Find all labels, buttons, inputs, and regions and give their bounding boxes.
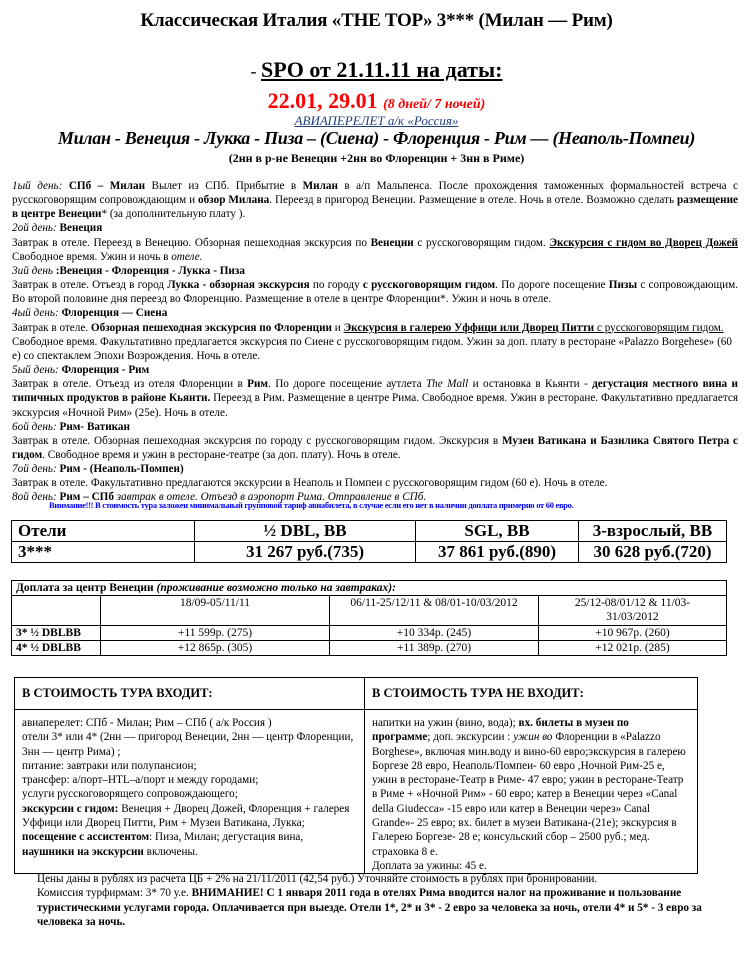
- day-text-bold: Пизы: [608, 279, 638, 292]
- tour-duration: (8 дней/ 7 ночей): [383, 97, 486, 112]
- day-7: [12, 476, 738, 490]
- not-included-item: Доплата за ужины: 45 е.: [372, 859, 487, 872]
- included-bold: экскурсии с гидом:: [22, 802, 119, 815]
- day-4: [12, 321, 738, 363]
- tour-program: [12, 179, 738, 505]
- day-text-bold: Экскурсия в галерею Уффици или Дворец Питти: [343, 321, 595, 334]
- day-title: :Венеция - Флоренция - Лукка - Пиза: [52, 264, 245, 277]
- day-label: 6ой день:: [12, 420, 57, 433]
- commission-note: [37, 886, 737, 929]
- inclusions-table: [14, 677, 698, 874]
- day-5: [12, 377, 738, 419]
- day-title: Рим – СПб: [59, 491, 114, 504]
- included-header: В СТОИМОСТЬ ТУРА ВХОДИТ:: [15, 678, 365, 710]
- day-text: Завтрак в отеле. Отъезд из отеля Флоренции в: [12, 378, 248, 391]
- not-included-text: ; доп. экскурсии :: [427, 731, 514, 744]
- supplement-title-row: [12, 581, 727, 596]
- not-included-header: В СТОИМОСТЬ ТУРА НЕ ВХОДИТ:: [365, 678, 698, 710]
- spo-date-text: от 21.11.11 на даты:: [303, 57, 503, 82]
- day-text: с сопровождающим. Во второй половине дня переезд во Флоренцию. Размещение в отеле в центре Флоренции*. Ужин и ночь в отеле.: [12, 279, 738, 306]
- day-text: в а/п Мальпенса. После прохождения таможенных формальностей встреча с русскоговорящим сопровождающим и: [12, 180, 738, 207]
- day-label: 3ий день: [12, 264, 53, 277]
- day-1: [12, 179, 738, 221]
- price-note: Цены даны в рублях из расчета ЦБ + 2% на 21/11/2011 (42,54 руб.) Уточняйте стоимость в рублях при бронировании.: [37, 873, 598, 885]
- day-3-heading: [12, 264, 738, 278]
- spo-dash: -: [250, 61, 262, 81]
- tour-dates: [0, 88, 753, 114]
- included-item: трансфер: а/порт–HTL–а/порт и между городами;: [22, 774, 259, 787]
- included-text: Венеция + Дворец Дожей, Флоренция + галерея Уффици или Дворец Питти, Рим + Музеи Ватикана, Лукка;: [22, 802, 350, 830]
- inclusions-header-row: [15, 678, 698, 710]
- day-7-heading: [12, 462, 738, 476]
- included-item: питание: завтраки или полупансион;: [22, 759, 197, 772]
- header-cell: 3-взрослый, BB: [579, 521, 727, 542]
- header-cell: ½ DBL, BB: [195, 521, 416, 542]
- included-item: авиаперелет: СПб - Милан; Рим – СПб ( а/к Россия ): [22, 717, 272, 729]
- included-item: отели 3* или 4* (2нн — пригород Венеции, 2нн — центр Флоренции, 3нн — центр Рима) ;: [22, 731, 354, 758]
- included-list: [15, 710, 365, 874]
- price-cell: 31 267 руб.(735): [195, 542, 416, 563]
- day-6-heading: [12, 420, 738, 434]
- airfare-notice: Внимание!!! В стоимость тура заложен минимальный групповой тариф авиабилета, в случае если его нет в наличии доплата примерно от 60 евро.: [49, 500, 574, 510]
- included-item: услуги русскоговорящего сопровождающего;: [22, 788, 238, 801]
- day-text: Завтрак в отеле. Факультативно предлагаются экскурсии в Неаполь и Помпеи с русскоговорящим гидом (60 е). Ночь в отеле.: [12, 477, 608, 490]
- not-included-item: [372, 716, 690, 859]
- supplement-value: +10 967р. (260): [539, 626, 727, 641]
- day-text: . Свободное время и ужин в ресторане-театре (за доп. плату). Ночь в отеле.: [42, 448, 401, 461]
- day-title: Флоренция — Сиена: [61, 307, 168, 320]
- period-cell: 18/09-05/11/11: [101, 596, 330, 626]
- day-title: Рим - (Неаполь-Помпеи): [59, 463, 184, 476]
- included-bold: посещение с ассистентом: [22, 831, 150, 844]
- day-label: 4ый день:: [12, 307, 59, 320]
- supplement-value: +10 334р. (245): [330, 626, 539, 641]
- day-3: [12, 278, 738, 306]
- day-text: Завтрак в отеле. Обзорная пешеходная экскурсия по городу с русскоговорящим гидом. Экскурсия в: [12, 434, 502, 447]
- day-5-heading: [12, 363, 738, 377]
- day-text-bold: Венеции: [370, 236, 414, 249]
- day-text: Завтрак в отеле.: [12, 321, 91, 334]
- day-text-underlined: с русскоговорящим гидом.: [594, 321, 724, 334]
- included-item: [22, 802, 357, 859]
- not-included-bold: вх. билеты в музеи по программе: [372, 717, 629, 744]
- day-title: СПб – Милан: [68, 180, 146, 192]
- day-text-bold: Милан: [302, 180, 338, 192]
- spo-label: SPO: [261, 57, 304, 82]
- day-label: 2ой день:: [12, 222, 57, 235]
- tour-route: Милан - Венеция - Лукка - Пиза – (Сиена) - Флоренция - Рим — (Неаполь-Помпеи): [57, 128, 696, 148]
- flight-info: АВИАПЕРЕЛЕТ а/к «Россия»: [294, 113, 459, 128]
- venice-supplement-table: [11, 580, 727, 656]
- supplement-periods-row: [12, 596, 727, 626]
- day-6: [12, 434, 738, 462]
- period-cell: 25/12-08/01/12 & 11/03-31/03/2012: [539, 596, 727, 626]
- spo-heading-text: [261, 57, 502, 82]
- spo-heading: [0, 57, 753, 83]
- period-cell: 06/11-25/12/11 & 08/01-10/03/2012: [330, 596, 539, 626]
- day-label: 5ый день:: [12, 364, 59, 377]
- empty-cell: [12, 596, 101, 626]
- day-label: 8ой день:: [12, 491, 57, 504]
- day-text: Завтрак в отеле. Отъезд в город: [12, 279, 168, 292]
- day-text-italic: отеле.: [171, 250, 203, 263]
- supplement-value: +12 021р. (285): [539, 641, 727, 656]
- supplement-value: +12 865р. (305): [101, 641, 330, 656]
- day-text: * (за дополнительную плату ).: [101, 208, 246, 221]
- supplement-title: [12, 581, 727, 596]
- supplement-title-note: (проживание возможно только на завтраках):: [153, 582, 396, 594]
- day-text: Свободное время. Факультативно предлагается экскурсия по Сиене с русскоговорящим гидом. Ужин за доп. плату в ресторане «Palazzo Borgehese» (60 е) со спектаклем Эпохи Возрождения. Ночь в отеле.: [12, 335, 732, 362]
- table-row: [12, 542, 727, 563]
- day-text: с русскоговорящим гидом.: [413, 236, 550, 249]
- not-included-text: напитки на ужин (вино, вода);: [372, 717, 519, 729]
- day-text-bold: Экскурсия с гидом во Дворец Дожей: [549, 236, 738, 249]
- day-label: 7ой день:: [12, 463, 57, 476]
- day-text-bold: Обзорная пешеходная экскурсия по Флоренции: [90, 321, 332, 334]
- day-text: Свободное время. Ужин и ночь в: [12, 250, 172, 263]
- header-cell: Отели: [12, 521, 195, 542]
- nights-breakdown: (2нн в р-не Венеции +2нн во Флоренции + 3нн в Риме): [228, 151, 525, 165]
- supplement-title-text: Доплата за центр Венеции: [16, 582, 154, 594]
- page-title: Классическая Италия «THE TOP» 3*** (Милан — Рим): [140, 10, 613, 31]
- room-type: 4* ½ DBLBB: [12, 641, 101, 656]
- day-text-bold: Музеи Ватикана и Базилика Святого Петра с гидом: [12, 434, 738, 461]
- day-title: Флоренция - Рим: [61, 364, 150, 377]
- included-bold: наушники на экскурсии: [22, 845, 144, 858]
- price-table-header: [12, 521, 727, 542]
- day-label: 1ый день:: [12, 180, 63, 192]
- price-cell: 37 861 руб.(890): [416, 542, 579, 563]
- day-text: Переезд в Рим. Размещение в центре Рима. Свободное время. Ужин в ресторане. Факультативно предлагается экскурсия «Ночной Рим» (25е). Ночь в отеле.: [12, 392, 738, 419]
- not-included-text: Флоренции в «Palazzo Borghese», включая мин.воду и вино-60 евро;экскурсия в галерею Боргезе 28 евро, Неаполь/Помпеи- 60 евро ,Ночной Рим-25 е, ужин в ресторане-Театр в Риме- 47 евро; ужин в ресторане-Театр в Риме + «Ночной Рим» - 60 евро; катер в Венеции через «Canal della Giudecca» -15 евро или катер в Венеции через» Canal Grande»- 25 евро; вх. билет в музеи Ватикана-(21е); экскурсия в Галерею Боргезе- 28 е; консульский сбор – 2500 руб.; мед. страховка 8 е.: [372, 731, 686, 858]
- included-text: включены.: [143, 845, 198, 858]
- day-text: по городу: [309, 279, 363, 292]
- day-2: [12, 236, 738, 264]
- day-text: . Переезд в пригород Венеции. Размещение в отеле. Ночь в отеле. Возможно сделать: [269, 194, 677, 207]
- supplement-value: +11 599р. (275): [101, 626, 330, 641]
- day-text: . По дороге посещение: [495, 279, 609, 292]
- day-text: Завтрак в отеле. Переезд в Венецию. Обзорная пешеходная экскурсия по: [12, 236, 371, 249]
- supplement-value: +11 389р. (270): [330, 641, 539, 656]
- commission-text: Комиссия турфирмам: 3* 70 у.е.: [37, 887, 192, 900]
- day-text: и остановка в Кьянти -: [468, 378, 593, 391]
- day-text-bold: Рим: [247, 378, 269, 391]
- day-text-bold: размещение в центре Венеции: [12, 194, 738, 221]
- day-text-italic: The Mall: [425, 378, 469, 391]
- price-cell: 30 628 руб.(720): [579, 542, 727, 563]
- not-included-italic: ужин во: [513, 731, 553, 744]
- hotel-category: 3***: [12, 542, 195, 563]
- header-cell: SGL, BB: [416, 521, 579, 542]
- day-text: и: [332, 321, 344, 334]
- included-text: : Пиза, Милан; дегустация вина,: [149, 831, 304, 844]
- not-included-list: [365, 710, 698, 874]
- day-text: Вылет из СПб. Прибытие в: [145, 180, 303, 192]
- day-title: Венеция: [59, 222, 103, 235]
- day-title: Рим- Ватикан: [59, 420, 130, 433]
- day-text-italic: завтрак в отеле. Отъезд в аэропорт Рима. Отправление в СПб.: [113, 491, 427, 504]
- room-type: 3* ½ DBLBB: [12, 626, 101, 641]
- day-text-bold: с русскоговорящим гидом: [362, 279, 496, 292]
- price-table: [11, 520, 727, 563]
- rome-tax-warning: ВНИМАНИЕ! С 1 января 2011 года в отелях Рима вводится налог на проживание и пользование туристическими услугами города. Оплачивается при выезде. Отели 1*, 2* и 3* - 2 евро за человека за ночь, отели 4* и 5* - 3 евро за человека за ночь.: [37, 887, 702, 928]
- footer-notes: [37, 872, 737, 929]
- day-text-bold: обзор Милана: [197, 194, 270, 207]
- day-text-bold: Лукка - обзорная экскурсия: [167, 279, 310, 292]
- dates-value: 22.01, 29.01: [267, 88, 378, 113]
- day-2-heading: [12, 221, 738, 235]
- day-text: . По дороге посещение аутлета: [268, 378, 426, 391]
- inclusions-body-row: [15, 710, 698, 874]
- table-row: [12, 641, 727, 656]
- day-text-bold: дегустация местного вина и типичных продуктов в районе Кьянти.: [12, 378, 738, 405]
- day-4-heading: [12, 306, 738, 320]
- table-row: [12, 626, 727, 641]
